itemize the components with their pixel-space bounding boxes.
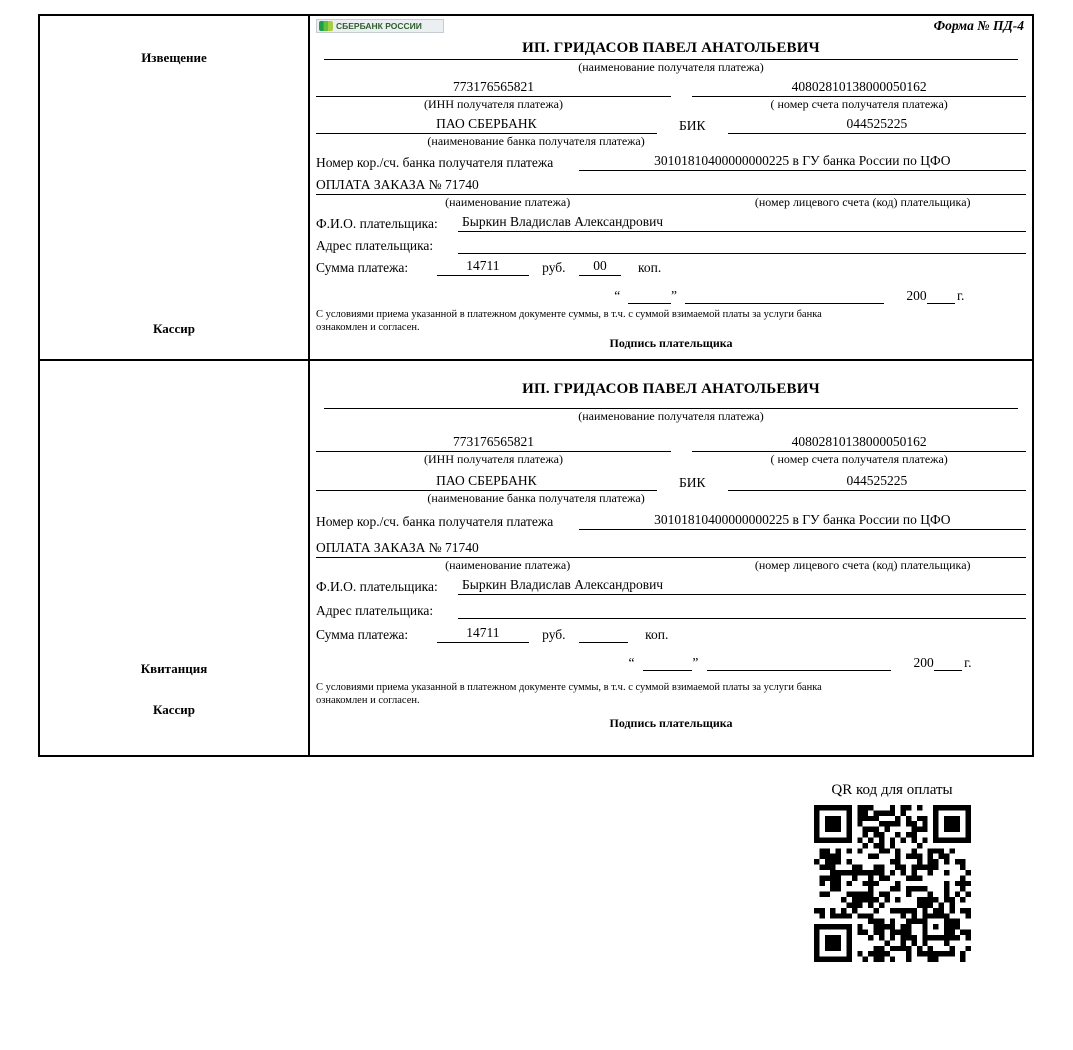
payer-address-label-bottom: Адрес плательщика:: [316, 603, 434, 619]
inn-account-row-top: [316, 79, 1026, 97]
personal-account-bottom: [699, 540, 1026, 558]
payer-address-value-top: [458, 236, 1026, 254]
payer-address-row-top: [316, 236, 1026, 254]
notice-half: [40, 16, 1032, 361]
notice-left-column: [40, 16, 310, 359]
agreement-line2-top: ознакомлен и согласен.: [316, 322, 420, 334]
label-kassir-top: Кассир: [152, 321, 195, 337]
bank-bik-row-bottom: [316, 473, 1026, 491]
label-izveschenie: Извещение: [141, 50, 207, 65]
inn-caption-top: (ИНН получателя платежа): [424, 97, 563, 111]
sum-rub-bottom: 14711: [437, 625, 529, 643]
rub-word-top: руб.: [542, 260, 566, 275]
bank-name-top: ПАО СБЕРБАНК: [316, 116, 657, 134]
receipt-half: [40, 361, 1032, 754]
sum-kop-top: 00: [579, 258, 622, 276]
sum-kop-bottom: [579, 625, 629, 643]
receipt-left-column: [40, 361, 310, 754]
date-day-bottom: [643, 653, 693, 671]
year-suffix-bottom: г.: [964, 655, 972, 671]
year-suffix-top: г.: [957, 288, 965, 303]
purpose-row-top: [316, 177, 1026, 195]
kop-word-bottom: коп.: [645, 627, 669, 643]
inn-account-row-bottom: [316, 434, 1026, 452]
qr-code-image: [814, 805, 971, 962]
corr-row-top: [316, 153, 1026, 171]
bank-bik-row-top: [316, 116, 1026, 134]
account-caption-top: ( номер счета получателя платежа): [770, 97, 948, 111]
sum-label-bottom: Сумма платежа:: [316, 627, 409, 643]
date-day-top: [628, 286, 671, 304]
label-kvitanciya: Квитанция: [140, 661, 208, 677]
agreement-line1-top: С условиями приема указанной в платежном документе суммы, в т.ч. с суммой взимаемой платы за услуги банка: [316, 309, 822, 320]
bik-label-bottom: БИК: [679, 475, 706, 491]
payer-address-label-top: Адрес плательщика:: [316, 238, 434, 253]
payer-fio-row-bottom: [316, 577, 1026, 595]
sberbank-logo: [316, 19, 444, 33]
inn-value-bottom: 773176565821: [316, 434, 671, 452]
recipient-name-caption-bottom: (наименование получателя платежа): [578, 409, 764, 424]
signature-label-top: Подпись плательщика: [609, 336, 733, 351]
sum-label-top: Сумма платежа:: [316, 260, 409, 275]
payer-fio-row-top: [316, 214, 1026, 232]
account-value-top: 40802810138000050162: [692, 79, 1026, 97]
receipt-right-column: [310, 361, 1032, 754]
date-month-top: [685, 286, 884, 304]
payment-name-caption-top: (наименование платежа): [445, 195, 571, 209]
year-digits-bottom: [934, 653, 962, 671]
sberbank-logo-text: СБЕРБАНК РОССИИ: [336, 21, 422, 31]
purpose-caption-row-bottom: [316, 558, 1026, 573]
inn-value-top: 773176565821: [316, 79, 671, 97]
notice-right-column: [310, 16, 1032, 359]
recipient-name-top: ИП. ГРИДАСОВ ПАВЕЛ АНАТОЛЬЕВИЧ: [522, 40, 820, 56]
payer-address-value-bottom: [458, 601, 1026, 619]
agreement-text-bottom: [316, 681, 1026, 707]
sum-rub-top: 14711: [437, 258, 529, 276]
corr-value-bottom: 30101810400000000225 в ГУ банка России по ЦФО: [579, 512, 1026, 530]
payment-name-caption-bottom: (наименование платежа): [445, 558, 571, 573]
signature-label-bottom: Подпись плательщика: [609, 715, 733, 730]
payment-purpose-top: ОПЛАТА ЗАКАЗА № 71740: [316, 177, 699, 195]
inn-caption-bottom: (ИНН получателя платежа): [424, 452, 563, 467]
year-prefix-bottom: 200: [913, 655, 934, 671]
corr-value-top: 30101810400000000225 в ГУ банка России по ЦФО: [579, 153, 1026, 171]
bik-value-bottom: 044525225: [728, 473, 1026, 491]
payer-fio-label-top: Ф.И.О. плательщика:: [316, 216, 438, 231]
inn-account-caption-row-bottom: [316, 452, 1026, 467]
recipient-name-caption-top: (наименование получателя платежа): [578, 60, 764, 74]
personal-account-top: [699, 177, 1026, 195]
recipient-name-bottom: ИП. ГРИДАСОВ ПАВЕЛ АНАТОЛЬЕВИЧ: [522, 381, 820, 398]
corr-row-bottom: [316, 512, 1026, 530]
payment-form: [38, 14, 1034, 757]
personal-account-caption-top: (номер лицевого счета (код) плательщика): [754, 195, 971, 209]
kop-word-top: коп.: [638, 260, 662, 275]
purpose-row-bottom: [316, 540, 1026, 558]
bank-name-bottom: ПАО СБЕРБАНК: [316, 473, 657, 491]
payer-address-row-bottom: [316, 601, 1026, 619]
bik-label-top: БИК: [679, 118, 706, 133]
qr-title: QR код для оплаты: [831, 782, 953, 798]
rub-word-bottom: руб.: [542, 627, 566, 643]
date-month-bottom: [707, 653, 892, 671]
date-quote-close-top: ”: [671, 288, 678, 303]
payment-purpose-bottom: ОПЛАТА ЗАКАЗА № 71740: [316, 540, 699, 558]
account-caption-bottom: ( номер счета получателя платежа): [770, 452, 948, 467]
label-kassir-bottom: Кассир: [152, 702, 195, 718]
year-digits-top: [927, 286, 955, 304]
agreement-text-top: [316, 308, 1026, 334]
date-row-top: [316, 286, 1026, 304]
sberbank-mark-icon: [319, 21, 333, 31]
personal-account-caption-bottom: (номер лицевого счета (код) плательщика): [754, 558, 971, 573]
inn-account-caption-row-top: [316, 97, 1026, 112]
qr-section: [772, 782, 1012, 967]
sum-row-top: [316, 258, 1026, 276]
agreement-line1-bottom: С условиями приема указанной в платежном документе суммы, в т.ч. с суммой взимаемой платы за услуги банка: [316, 682, 822, 694]
date-quote-close-bottom: ”: [692, 655, 699, 671]
date-quote-open-bottom: “: [628, 655, 635, 671]
payer-fio-value-bottom: Быркин Владислав Александрович: [458, 577, 1026, 595]
corr-label-top: Номер кор./сч. банка получателя платежа: [316, 155, 554, 170]
bank-name-caption-bottom: (наименование банка получателя платежа): [427, 491, 645, 506]
corr-label-bottom: Номер кор./сч. банка получателя платежа: [316, 514, 554, 530]
account-value-bottom: 40802810138000050162: [692, 434, 1026, 452]
bik-value-top: 044525225: [728, 116, 1026, 134]
purpose-caption-row-top: [316, 195, 1026, 210]
agreement-line2-bottom: ознакомлен и согласен.: [316, 695, 420, 707]
form-number: Форма № ПД-4: [933, 18, 1024, 33]
date-quote-open-top: “: [614, 288, 621, 303]
sum-row-bottom: [316, 625, 1026, 643]
payer-fio-label-bottom: Ф.И.О. плательщика:: [316, 579, 438, 595]
bank-name-caption-top: (наименование банка получателя платежа): [427, 134, 645, 148]
year-prefix-top: 200: [906, 288, 927, 303]
date-row-bottom: [316, 653, 1026, 671]
payer-fio-value-top: Быркин Владислав Александрович: [458, 214, 1026, 232]
